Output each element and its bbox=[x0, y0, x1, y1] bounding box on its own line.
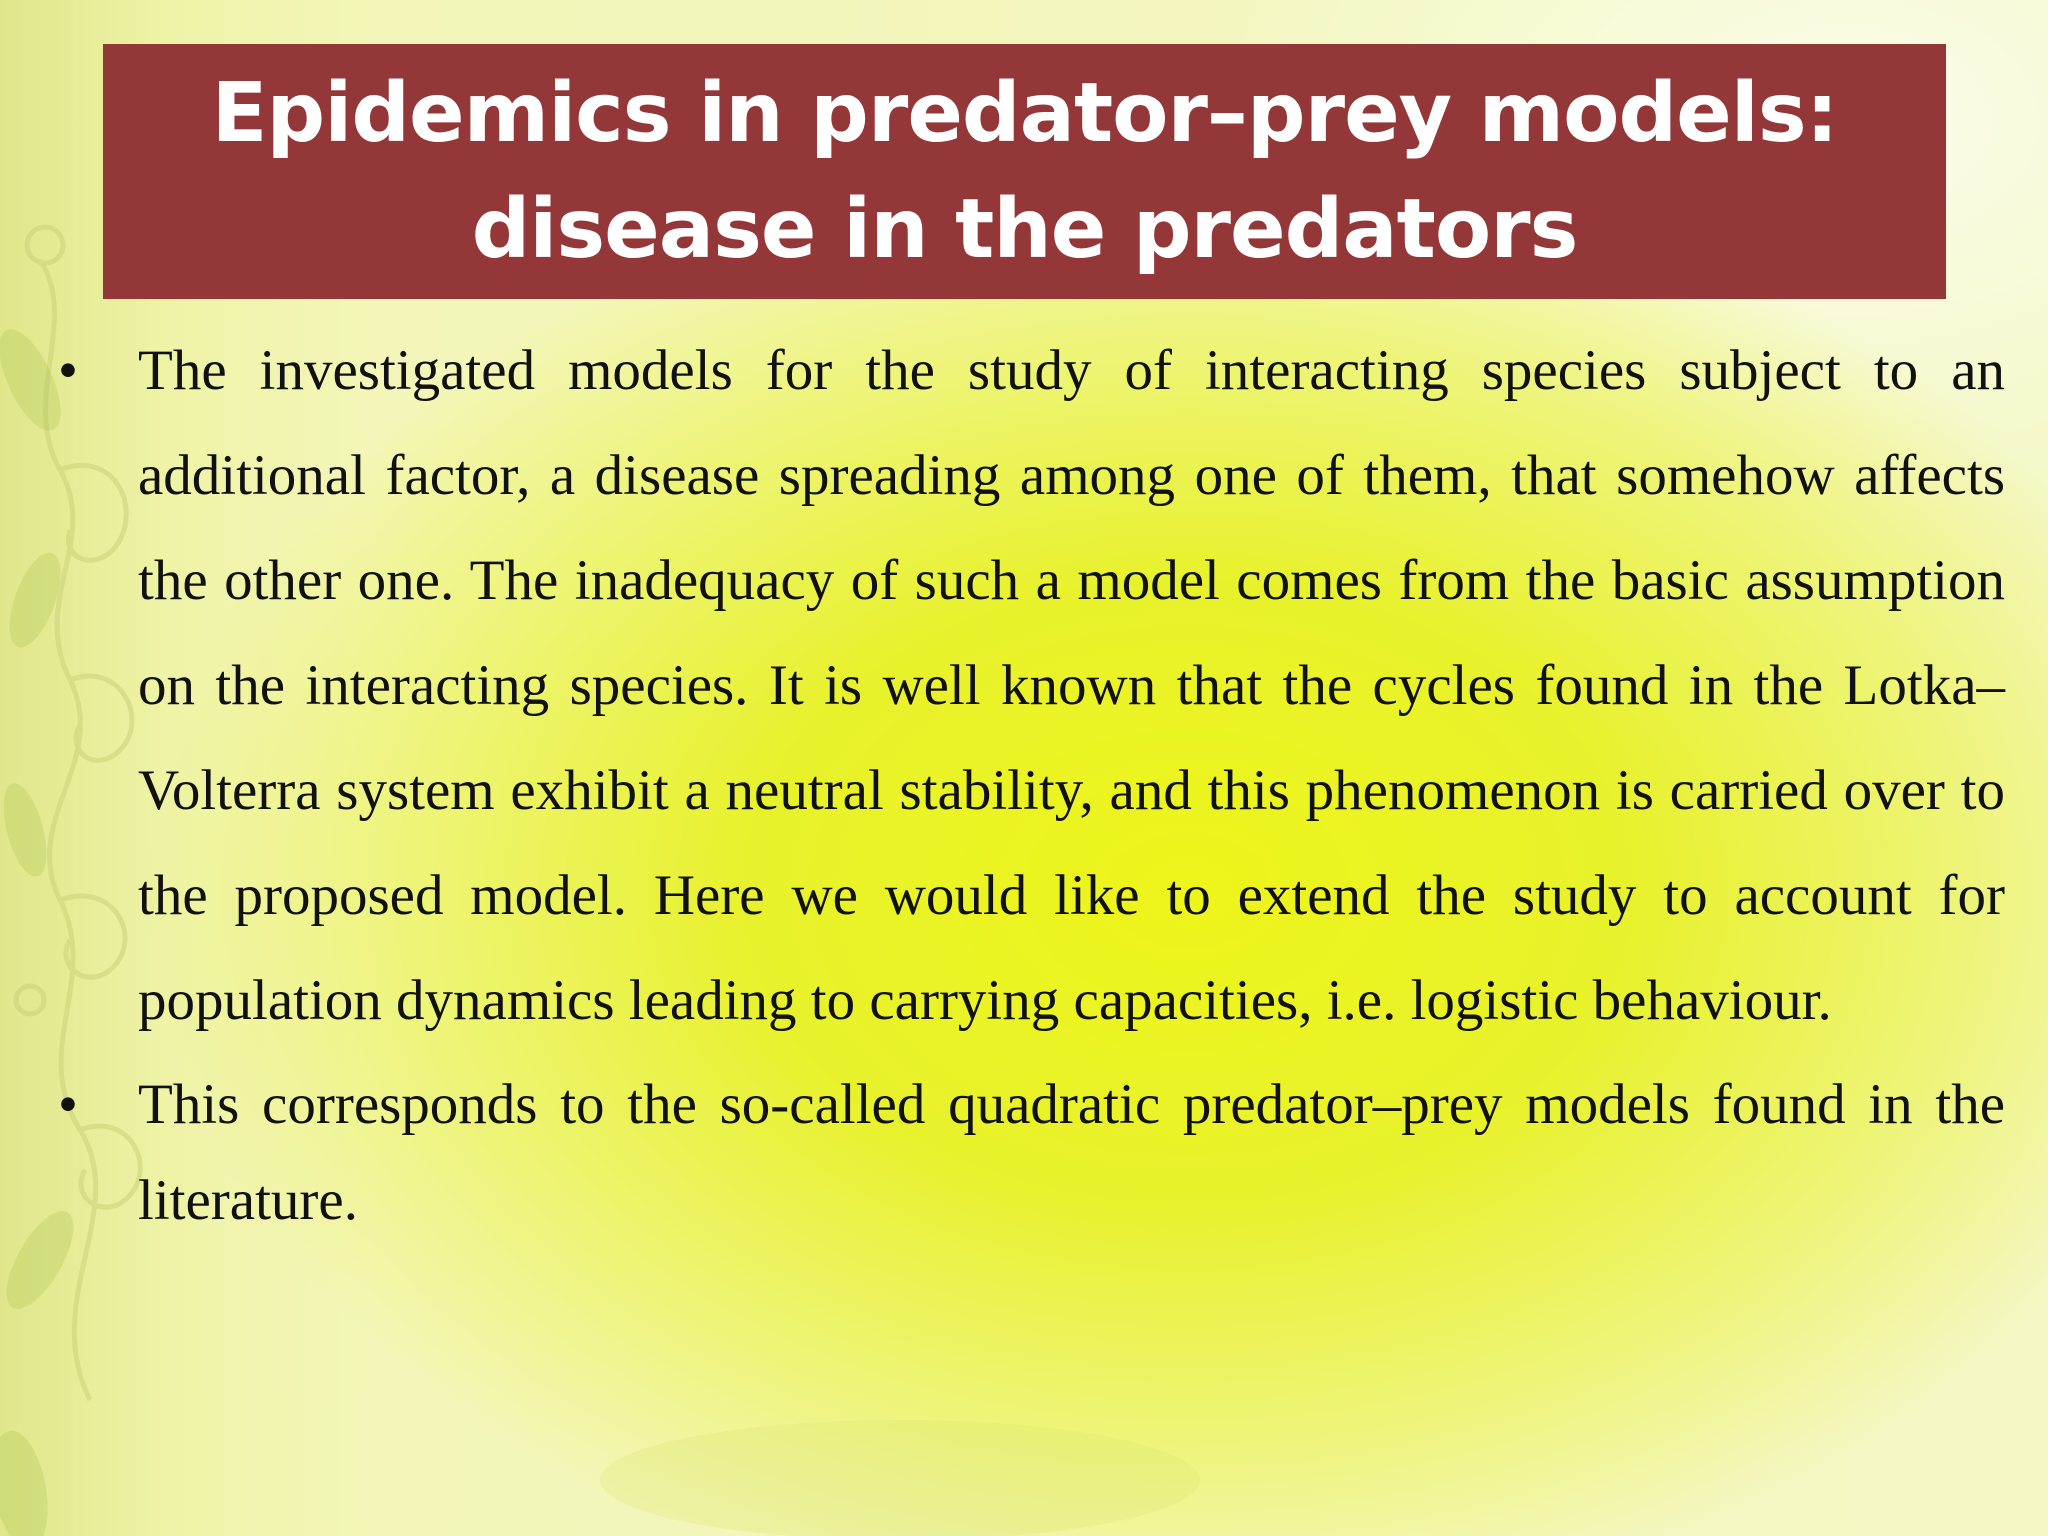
slide-title-line-1: Epidemics in predator–prey models: bbox=[211, 65, 1838, 161]
bullet-item-2 bbox=[58, 1057, 2005, 1249]
bullet-marker: • bbox=[58, 1073, 78, 1136]
bullet-text-1: The investigated models for the study of interacting species subject to an additional factor, a disease spreading among one of them, that somehow affects the other one. The inadequacy of such a model comes from the basic assumption on the interacting species. It is well known that the cycles found in the Lotka–Volterra system exhibit a neutral stability, and this phenomenon is carried over to the proposed model. Here we would like to extend the study to account for population dynamics leading to carrying capacities, i.e. logistic behaviour. bbox=[138, 339, 2005, 1032]
bullet-item-1 bbox=[58, 318, 2005, 1053]
slide-title-line-2: disease in the predators bbox=[471, 181, 1578, 277]
bullet-text-2: This corresponds to the so-called quadratic predator–prey models found in the literature. bbox=[138, 1073, 2005, 1232]
bullet-marker: • bbox=[58, 339, 78, 402]
title-banner bbox=[103, 44, 1946, 299]
slide-body bbox=[58, 318, 2005, 1249]
